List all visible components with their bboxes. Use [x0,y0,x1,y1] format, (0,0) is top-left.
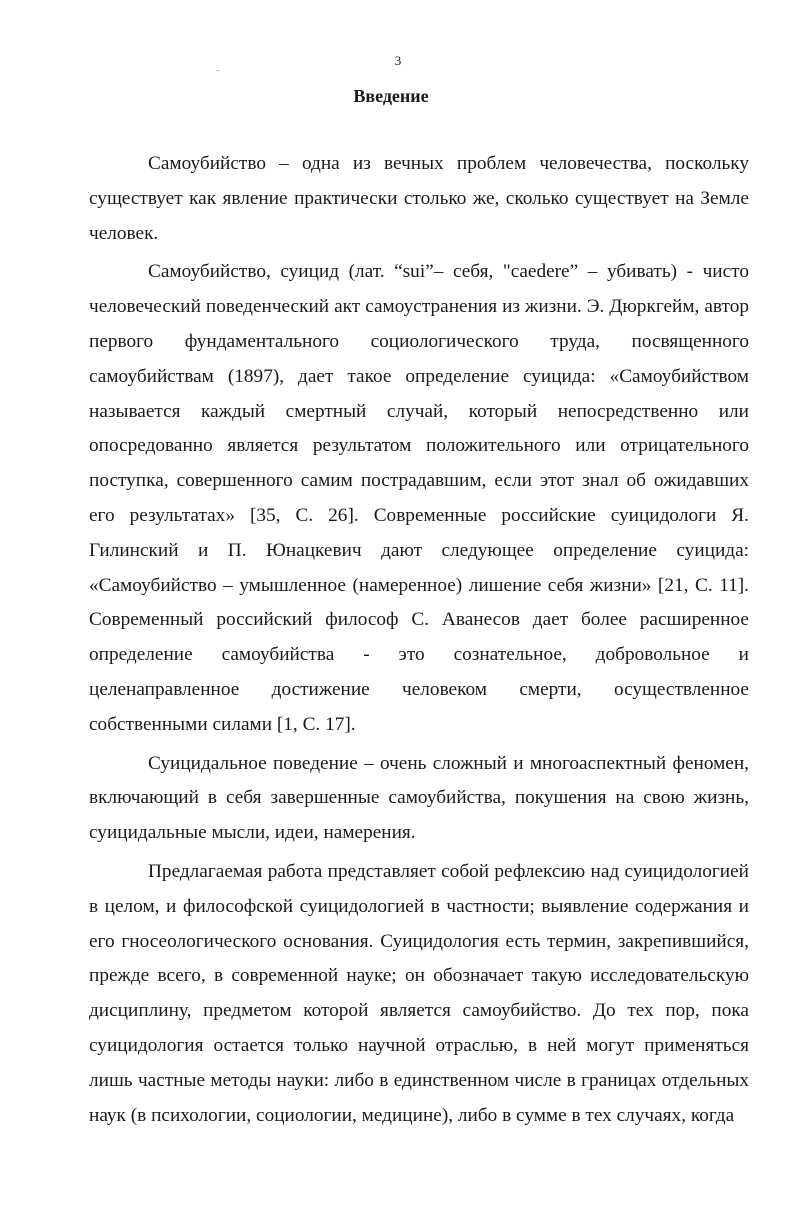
body-text [89,147,749,1133]
paragraph-intro: Самоубийство – одна из вечных проблем человечества, поскольку существует как явление практически столько же, сколько существует на Земле человек. [89,153,749,244]
section-title: Введение [353,86,429,106]
paragraph-suicidal-behavior: Суицидальное поведение – очень сложный и многоаспектный феномен, включающий в себя завершенные самоубийства, покушения на свою жизнь, суицидальные мысли, идеи, намерения. [89,752,749,844]
page-number: 3 [394,53,402,68]
paragraph-definitions: Самоубийство, суицид (лат. “sui”– себя, "caedere” – убивать) - чисто человеческий поведенческий акт самоустранения из жизни. Э. Дюркгейм, автор первого фундаментального социологического труда, посвященного самоубийствам (1897), дает такое определение суицида: «Самоубийством называется каждый смертный случай, который непосредственно или опосредованно является результатом положительного или отрицательного поступка, совершенного самим пострадавшим, если этот знал об ожидавших его результатах» [35, С. 26]. Современные российские суицидологи Я. Гилинский и П. Юнацкевич дают следующее определение суицида: «Самоубийство – умышленное (намеренное) лишение себя жизни» [21, С. 11]. Современный российский философ С. Аванесов дает более расширенное определение самоубийства - это сознательное, добровольное и целенаправленное достижение человеком смерти, осуществленное собственными силами [1, С. 17]. [89,261,749,735]
scan-artifact-dot [217,70,219,71]
paragraph-work-purpose: Предлагаемая работа представляет собой рефлексию над суицидологией в целом, и философской суицидологией в частности; выявление содержания и его гносеологического основания. Суицидология есть термин, закрепившийся, прежде всего, в современной науке; он обозначает такую исследовательскую дисциплину, предметом которой является самоубийство. До тех пор, пока суицидология остается только научной отраслью, в ней могут применяться лишь частные методы науки: либо в единственном числе в границах отдельных наук (в психологии, социологии, медицине), либо в сумме в тех случаях, когда [89,860,749,1126]
